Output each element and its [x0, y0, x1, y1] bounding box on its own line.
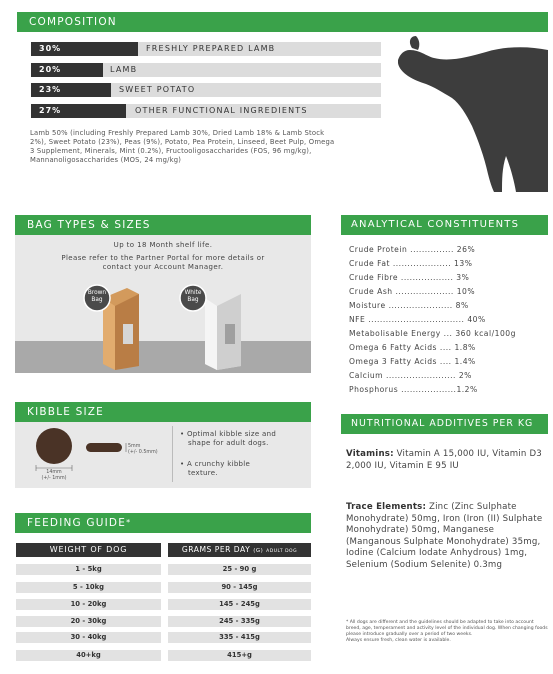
composition-header	[17, 12, 548, 32]
analytical-row: Metabolisable Energy ... 360 kcal/100g	[349, 329, 516, 338]
composition-row	[31, 42, 381, 56]
vitamins-label: Vitamins:	[346, 449, 394, 459]
composition-ingredient: LAMB	[110, 65, 138, 74]
kibble-benefit-line: texture.	[188, 469, 218, 477]
composition-percent: 20%	[31, 63, 103, 77]
analytical-title: ANALYTICAL CONSTITUENTS	[351, 219, 520, 230]
white-bag-label-line: Bag	[187, 297, 199, 303]
kibble-height-value: 5mm	[128, 444, 141, 449]
feeding-col-weight-label: WEIGHT OF DOG	[49, 545, 128, 554]
composition-note: Lamb 50% (including Freshly Prepared Lamb 30%, Dried Lamb 18% & Lamb Stock 2%), Sweet Potato (23%), Peas (9%), Potato, Pea Protein, Linseed, Beet Pulp, Omega 3 Supplement, Minerals, Mint (0.2%), Fructooligosaccharides (FOS, 96 mg/kg), Mannanoligosaccharides (MOS, 24 mg/kg)	[30, 129, 335, 164]
kibble-divider	[172, 426, 173, 482]
composition-row	[31, 63, 381, 77]
composition-percent: 23%	[31, 83, 111, 97]
feeding-weight-cell: 10 - 20kg	[16, 599, 161, 610]
feeding-grams-cell: 245 - 335g	[168, 616, 311, 627]
feeding-weight-cell: 30 - 40kg	[16, 632, 161, 643]
kibble-benefit-line: • A crunchy kibble	[180, 460, 251, 468]
analytical-row: Phosphorus ...................1.2%	[349, 385, 478, 394]
feeding-col-grams-label: GRAMS PER DAY	[181, 545, 251, 554]
white-bag-label	[179, 290, 207, 304]
kibble-benefit-line: • Optimal kibble size and	[180, 430, 277, 438]
analytical-row: Moisture ...................... 8%	[349, 301, 469, 310]
nutritional-title: NUTRITIONAL ADDITIVES PER KG	[351, 418, 534, 429]
composition-ingredient: FRESHLY PREPARED LAMB	[146, 44, 276, 53]
bag-info-line: Please refer to the Partner Portal for more details or	[61, 254, 265, 262]
kibble-benefit-line: shape for adult dogs.	[188, 439, 269, 447]
footnote-guidelines: * All dogs are different and the guidelines should be adapted to take into account breed, age, temperament and activity level of the individual dog. When changing foods please introduce gradually over a period of two weeks.	[346, 620, 548, 637]
feeding-grams-cell: 90 - 145g	[168, 582, 311, 593]
footnote-water: Always ensure fresh, clean water is available.	[346, 638, 451, 643]
bag-shelf-life: Up to 18 Month shelf life.	[113, 241, 213, 249]
bag-types-header	[15, 215, 311, 235]
analytical-header	[341, 215, 548, 235]
kibble-width-value: 14mm	[46, 470, 62, 475]
feeding-weight-cell: 1 - 5kg	[16, 564, 161, 575]
lamb-silhouette-icon	[398, 34, 548, 192]
bag-types-title: BAG TYPES & SIZES	[27, 219, 151, 231]
feeding-title-mark: *	[126, 518, 132, 527]
analytical-row: Omega 6 Fatty Acids .... 1.8%	[349, 343, 476, 352]
brown-bag-label-line: Brown	[87, 290, 107, 296]
analytical-row: Crude Fat .................... 13%	[349, 259, 473, 268]
footnote	[346, 620, 548, 644]
feeding-weight-cell: 5 - 10kg	[16, 582, 161, 593]
trace-elements-text: Zinc (Zinc Sulphate Monohydrate) 50mg, Iron (Iron (II) Sulphate Monohydrate) 50mg, Manganese (Manganous Sulphate Monohydrate) 35mg, Iodine (Calcium Iodate Anhydrous) 1mg, Selenium (Sodium Selenite) 0.3mg	[346, 502, 543, 570]
feeding-col-weight	[16, 543, 161, 557]
brown-bag-label	[83, 290, 111, 304]
feeding-title: FEEDING GUIDE	[27, 517, 127, 529]
feeding-weight-cell: 40+kg	[16, 650, 161, 661]
composition-percent: 27%	[31, 104, 126, 118]
vitamins-block	[346, 449, 546, 472]
bag-info-line: contact your Account Manager.	[102, 263, 224, 271]
feeding-col-grams	[168, 543, 311, 557]
vitamins-text: Vitamin A 15,000 IU, Vitamin D3 2,000 IU, Vitamin E 95 IU	[346, 449, 542, 471]
bag-illustration	[15, 278, 311, 373]
kibble-header	[15, 402, 311, 422]
feeding-grams-cell: 335 - 415g	[168, 632, 311, 643]
trace-elements-block	[346, 502, 546, 571]
kibble-width-tolerance: (+/- 1mm)	[41, 475, 67, 481]
analytical-row: Crude Fibre .................. 3%	[349, 273, 470, 282]
feeding-grams-cell: 415+g	[168, 650, 311, 661]
brown-bag-label-line: Bag	[91, 297, 103, 303]
white-bag-label-line: White	[184, 290, 202, 296]
feeding-grams-cell: 25 - 90 g	[168, 564, 311, 575]
analytical-row: NFE ................................. 40%	[349, 315, 486, 324]
analytical-row: Calcium ........................ 2%	[349, 371, 472, 380]
kibble-benefit-1	[180, 430, 276, 448]
nutritional-header	[341, 414, 548, 434]
analytical-row: Crude Ash .................... 10%	[349, 287, 476, 296]
kibble-height	[128, 444, 158, 455]
analytical-row: Omega 3 Fatty Acids .... 1.4%	[349, 357, 476, 366]
kibble-title: KIBBLE SIZE	[27, 406, 104, 418]
analytical-row: Crude Protein ............... 26%	[349, 245, 476, 254]
feeding-grams-cell: 145 - 245g	[168, 599, 311, 610]
composition-ingredient: SWEET POTATO	[119, 85, 196, 94]
composition-percent: 30%	[31, 42, 138, 56]
feeding-col-grams-sub: ADULT DOG	[266, 549, 298, 554]
feeding-weight-cell: 20 - 30kg	[16, 616, 161, 627]
composition-title: COMPOSITION	[29, 16, 117, 28]
composition-row	[31, 83, 381, 97]
trace-elements-label: Trace Elements:	[346, 502, 427, 512]
composition-row	[31, 104, 381, 118]
feeding-header	[15, 513, 311, 533]
composition-ingredient: OTHER FUNCTIONAL INGREDIENTS	[135, 106, 308, 115]
feeding-col-grams-unit: (G)	[253, 548, 264, 554]
kibble-benefit-2	[180, 460, 250, 478]
kibble-width	[36, 470, 72, 481]
kibble-height-tolerance: (+/- 0.5mm)	[128, 449, 158, 455]
